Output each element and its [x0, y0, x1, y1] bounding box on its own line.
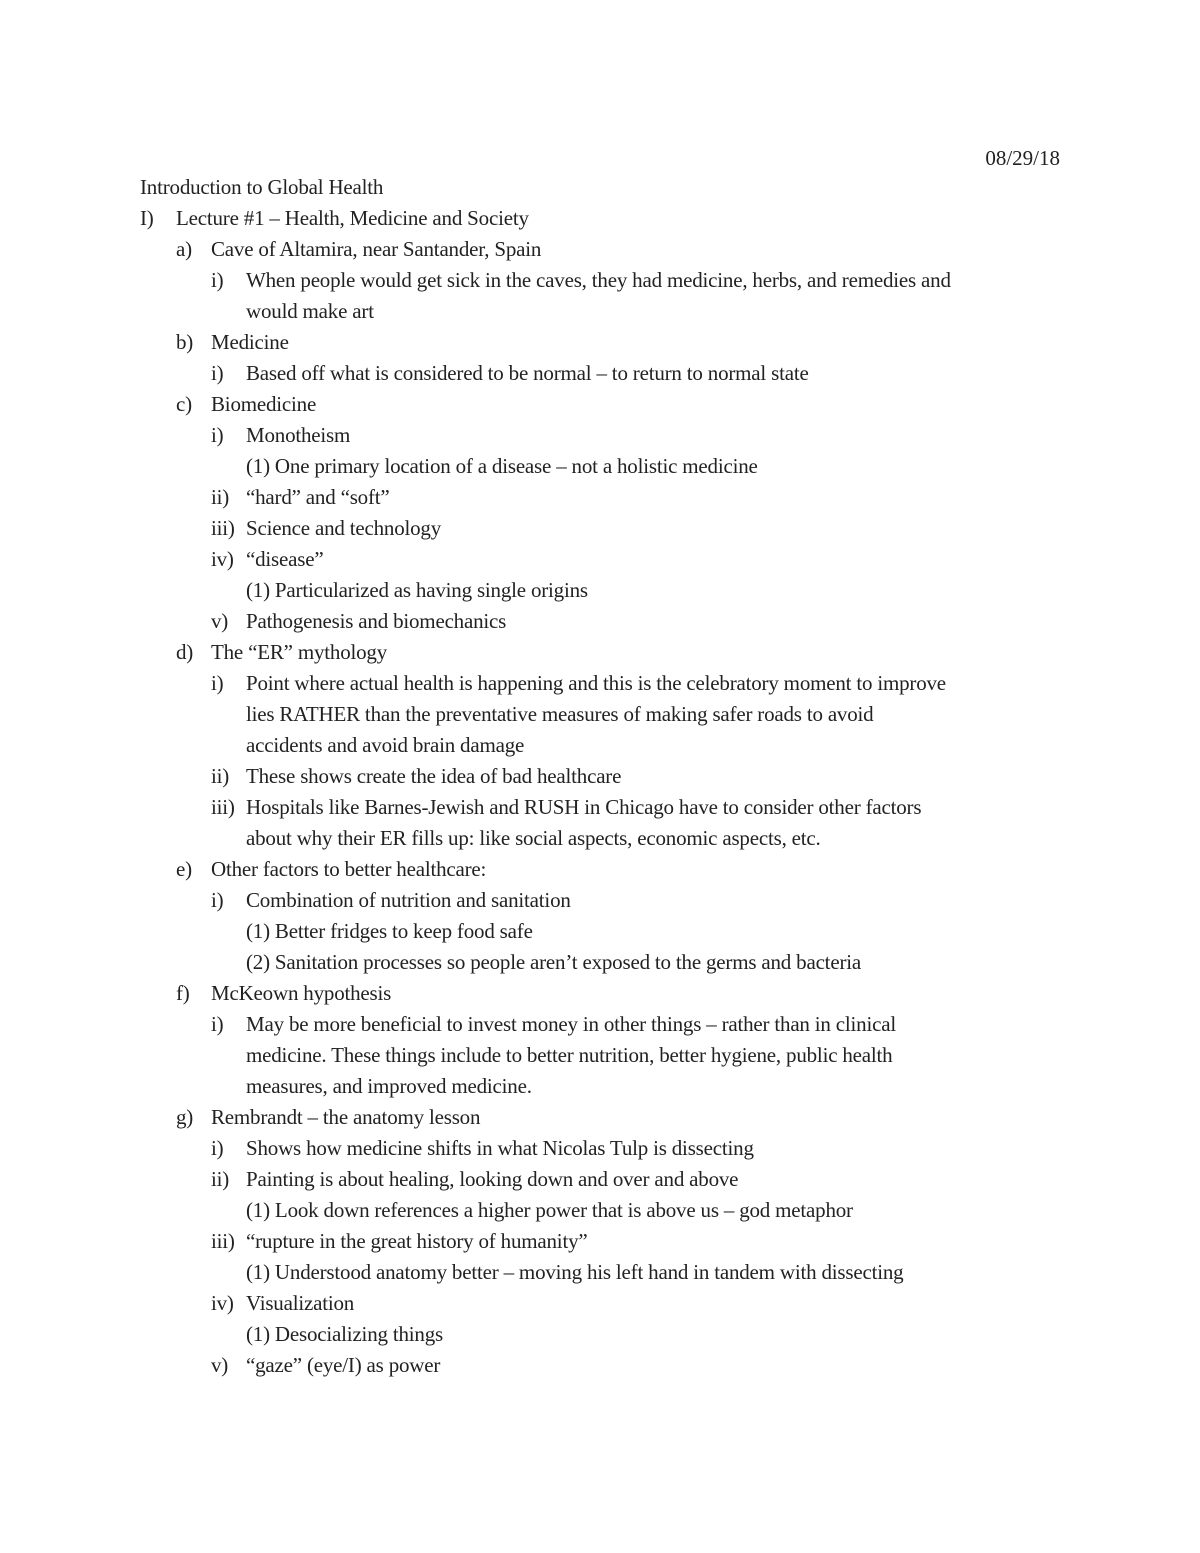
outline-line	[140, 296, 1070, 327]
outline-line	[140, 947, 1070, 978]
outline-line	[140, 1009, 1070, 1040]
outline-text: (1) One primary location of a disease – not a holistic medicine	[246, 454, 758, 478]
outline-marker: iii)	[211, 795, 235, 819]
outline-line	[140, 761, 1070, 792]
outline-marker: g)	[176, 1105, 194, 1129]
outline-text: about why their ER fills up: like social aspects, economic aspects, etc.	[246, 826, 821, 850]
outline-line	[140, 1102, 1070, 1133]
outline-text: (1) Desocializing things	[246, 1322, 443, 1346]
outline-line	[140, 1257, 1070, 1288]
outline-line	[140, 854, 1070, 885]
document-title: Introduction to Global Health	[140, 175, 384, 199]
outline-line	[140, 1195, 1070, 1226]
outline-marker: f)	[176, 981, 190, 1005]
outline-marker: iv)	[211, 1291, 234, 1315]
outline-text: Painting is about healing, looking down and over and above	[246, 1167, 739, 1191]
outline-text: (1) Look down references a higher power that is above us – god metaphor	[246, 1198, 853, 1222]
outline-marker: i)	[211, 423, 224, 447]
outline-text: Combination of nutrition and sanitation	[246, 888, 571, 912]
outline-line	[140, 513, 1070, 544]
outline-text: The “ER” mythology	[211, 640, 388, 664]
outline-text: Biomedicine	[211, 392, 317, 416]
outline-text: These shows create the idea of bad healthcare	[246, 764, 622, 788]
outline-text: McKeown hypothesis	[211, 981, 392, 1005]
outline-line	[140, 1133, 1070, 1164]
outline-text: Rembrandt – the anatomy lesson	[211, 1105, 481, 1129]
outline-text: (1) Particularized as having single origins	[246, 578, 588, 602]
outline-line	[140, 606, 1070, 637]
outline-line	[140, 265, 1070, 296]
outline-marker: v)	[211, 1353, 229, 1377]
outline-line	[140, 699, 1070, 730]
outline-line	[140, 1040, 1070, 1071]
outline-marker: i)	[211, 268, 224, 292]
outline-text: Medicine	[211, 330, 289, 354]
outline-text: Science and technology	[246, 516, 442, 540]
outline-line	[140, 668, 1070, 699]
outline-text: When people would get sick in the caves, they had medicine, herbs, and remedies and	[246, 268, 951, 292]
outline-text: would make art	[246, 299, 374, 323]
outline-line	[140, 792, 1070, 823]
outline-line	[140, 544, 1070, 575]
outline-line	[140, 327, 1070, 358]
outline-line	[140, 1319, 1070, 1350]
outline-text: Lecture #1 – Health, Medicine and Society	[176, 206, 529, 230]
outline-line	[140, 637, 1070, 668]
outline-text: Cave of Altamira, near Santander, Spain	[211, 237, 542, 261]
outline-line	[140, 1288, 1070, 1319]
outline-marker: c)	[176, 392, 192, 416]
outline-text: “hard” and “soft”	[246, 485, 390, 509]
outline-text: (1) Understood anatomy better – moving his left hand in tandem with dissecting	[246, 1260, 904, 1284]
outline-marker: ii)	[211, 485, 230, 509]
outline-text: May be more beneficial to invest money in other things – rather than in clinical	[246, 1012, 896, 1036]
outline-text: Pathogenesis and biomechanics	[246, 609, 507, 633]
outline-marker: iv)	[211, 547, 234, 571]
outline-marker: I)	[140, 206, 154, 230]
outline-text: accidents and avoid brain damage	[246, 733, 525, 757]
outline-text: “gaze” (eye/I) as power	[246, 1353, 441, 1377]
outline-line	[140, 978, 1070, 1009]
outline-line	[140, 730, 1070, 761]
outline-text: lies RATHER than the preventative measures of making safer roads to avoid	[246, 702, 874, 726]
outline-text: (1) Better fridges to keep food safe	[246, 919, 533, 943]
outline-text: (2) Sanitation processes so people aren’t exposed to the germs and bacteria	[246, 950, 861, 974]
outline-text: measures, and improved medicine.	[246, 1074, 532, 1098]
outline-marker: iii)	[211, 1229, 235, 1253]
outline-marker: b)	[176, 330, 194, 354]
outline-text: Monotheism	[246, 423, 351, 447]
outline-text: medicine. These things include to better nutrition, better hygiene, public health	[246, 1043, 893, 1067]
outline-marker: i)	[211, 361, 224, 385]
outline-text: Point where actual health is happening and this is the celebratory moment to improve	[246, 671, 946, 695]
notes-outline	[140, 172, 1070, 1381]
outline-text: “disease”	[246, 547, 324, 571]
outline-marker: i)	[211, 1012, 224, 1036]
outline-text: Other factors to better healthcare:	[211, 857, 487, 881]
outline-line	[140, 885, 1070, 916]
document-date: 08/29/18	[985, 146, 1060, 170]
outline-line	[140, 1164, 1070, 1195]
outline-marker: v)	[211, 609, 229, 633]
outline-marker: ii)	[211, 1167, 230, 1191]
outline-line	[140, 916, 1070, 947]
outline-marker: i)	[211, 671, 224, 695]
outline-line	[140, 234, 1070, 265]
outline-line	[140, 575, 1070, 606]
outline-marker: a)	[176, 237, 192, 261]
outline-line	[140, 1071, 1070, 1102]
outline-marker: e)	[176, 857, 192, 881]
outline-line	[140, 1226, 1070, 1257]
outline-line	[140, 823, 1070, 854]
outline-text: Visualization	[246, 1291, 355, 1315]
outline-text: “rupture in the great history of humanity”	[246, 1229, 588, 1253]
outline-line	[140, 451, 1070, 482]
outline-line	[140, 420, 1070, 451]
outline-marker: i)	[211, 888, 224, 912]
outline-line	[140, 482, 1070, 513]
outline-marker: i)	[211, 1136, 224, 1160]
outline-text: Based off what is considered to be normal – to return to normal state	[246, 361, 809, 385]
outline-marker: d)	[176, 640, 194, 664]
outline-line	[140, 389, 1070, 420]
outline-marker: ii)	[211, 764, 230, 788]
outline-marker: iii)	[211, 516, 235, 540]
outline-text: Hospitals like Barnes-Jewish and RUSH in Chicago have to consider other factors	[246, 795, 922, 819]
outline-line	[140, 358, 1070, 389]
outline-lines	[140, 203, 1070, 1381]
outline-line	[140, 1350, 1070, 1381]
outline-line	[140, 203, 1070, 234]
outline-text: Shows how medicine shifts in what Nicolas Tulp is dissecting	[246, 1136, 754, 1160]
